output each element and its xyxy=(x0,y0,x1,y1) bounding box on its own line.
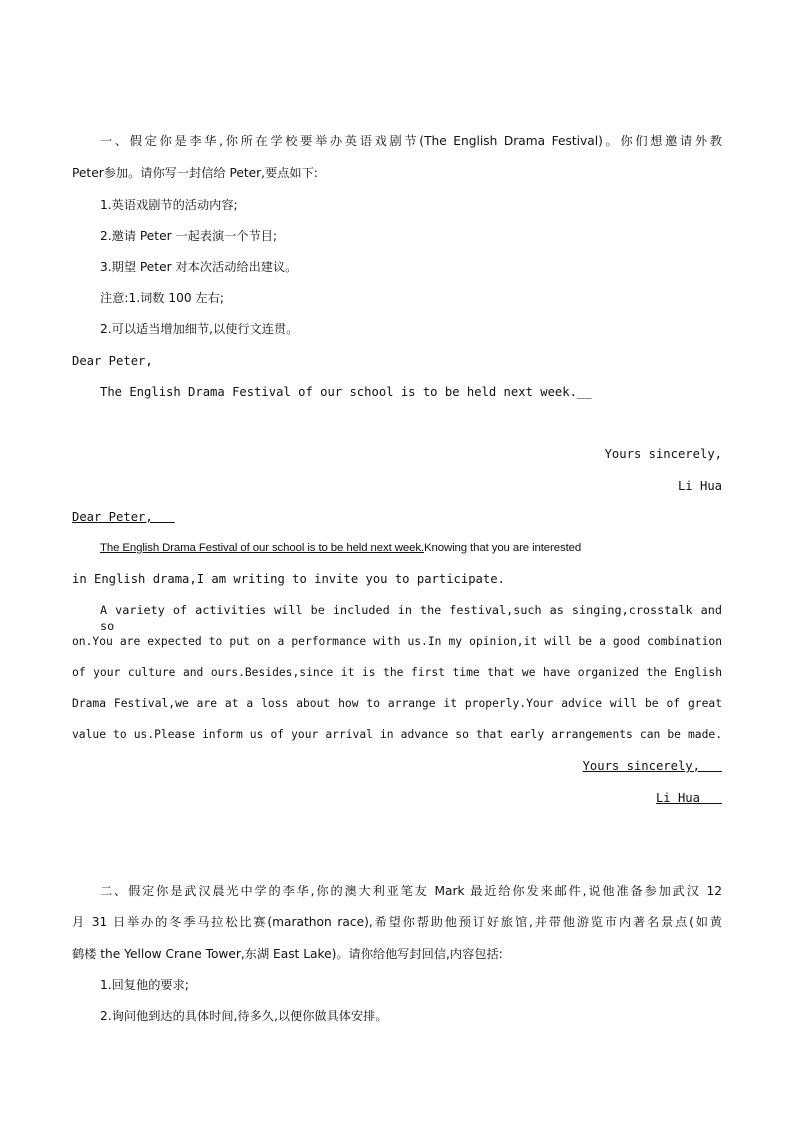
answer-p2-line-4: Drama Festival,we are at a loss about how to arrange it properly.Your advice will be of great xyxy=(72,697,722,710)
answer-closing xyxy=(72,758,722,774)
q1-point-1: 1.英语戏剧节的活动内容; xyxy=(100,198,238,212)
answer-underlined-opening: The English Drama Festival of our school is to be held next week. xyxy=(100,542,424,554)
q1-salutation: Dear Peter, xyxy=(72,354,153,368)
q2-point-1: 1.回复他的要求; xyxy=(100,978,189,992)
answer-closing-text: Yours sincerely, xyxy=(582,759,722,773)
q1-point-2: 2.邀请 Peter 一起表演一个节目; xyxy=(100,229,278,243)
q1-closing: Yours sincerely, xyxy=(604,447,722,461)
q1-signature: Li Hua xyxy=(677,479,722,493)
answer-signature xyxy=(72,790,722,806)
q2-prompt-line-1: 二、假定你是武汉晨光中学的李华,你的澳大利亚笔友 Mark 最近给你发来邮件,说他准备参加武汉 12 xyxy=(100,884,722,898)
q2-prompt-line-3: 鹤楼 the Yellow Crane Tower,东湖 East Lake)。请你给他写封回信,内容包括: xyxy=(72,947,503,961)
answer-p1-line-1 xyxy=(100,540,722,556)
q1-note-1: 注意:1.词数 100 左右; xyxy=(100,291,224,305)
q2-prompt-line-2: 月 31 日举办的冬季马拉松比赛(marathon race),希望你帮助他预订好旅馆,并带他游览市内著名景点(如黄 xyxy=(72,915,722,929)
answer-p2-line-2: on.You are expected to put on a performance with us.In my opinion,it will be a good combination xyxy=(72,635,722,648)
q1-prompt-line-2: Peter参加。请你写一封信给 Peter,要点如下: xyxy=(72,166,318,180)
answer-p2-line-5: value to us.Please inform us of your arrival in advance so that early arrangements can be made. xyxy=(72,728,722,741)
answer-salutation: Dear Peter, xyxy=(72,510,175,524)
q1-prompt-line-1: 一、假定你是李华,你所在学校要举办英语戏剧节(The English Drama Festival)。你们想邀请外教 xyxy=(100,134,722,148)
q1-note-2: 2.可以适当增加细节,以使行文连贯。 xyxy=(100,322,299,336)
answer-p2-line-3: of your culture and ours.Besides,since it is the first time that we have organized the English xyxy=(72,666,722,679)
q1-opening-sentence: The English Drama Festival of our school is to be held next week.__ xyxy=(100,385,592,399)
answer-p1-rest: Knowing that you are interested xyxy=(424,542,582,554)
answer-p1-line-2: in English drama,I am writing to invite you to participate. xyxy=(72,572,505,586)
q2-point-2: 2.询问他到达的具体时间,待多久,以便你做具体安排。 xyxy=(100,1009,388,1023)
answer-signature-text: Li Hua xyxy=(655,791,722,805)
q1-point-3: 3.期望 Peter 对本次活动给出建议。 xyxy=(100,260,298,274)
answer-p2-line-1: A variety of activities will be included in the festival,such as singing,crosstalk and so xyxy=(100,603,722,633)
